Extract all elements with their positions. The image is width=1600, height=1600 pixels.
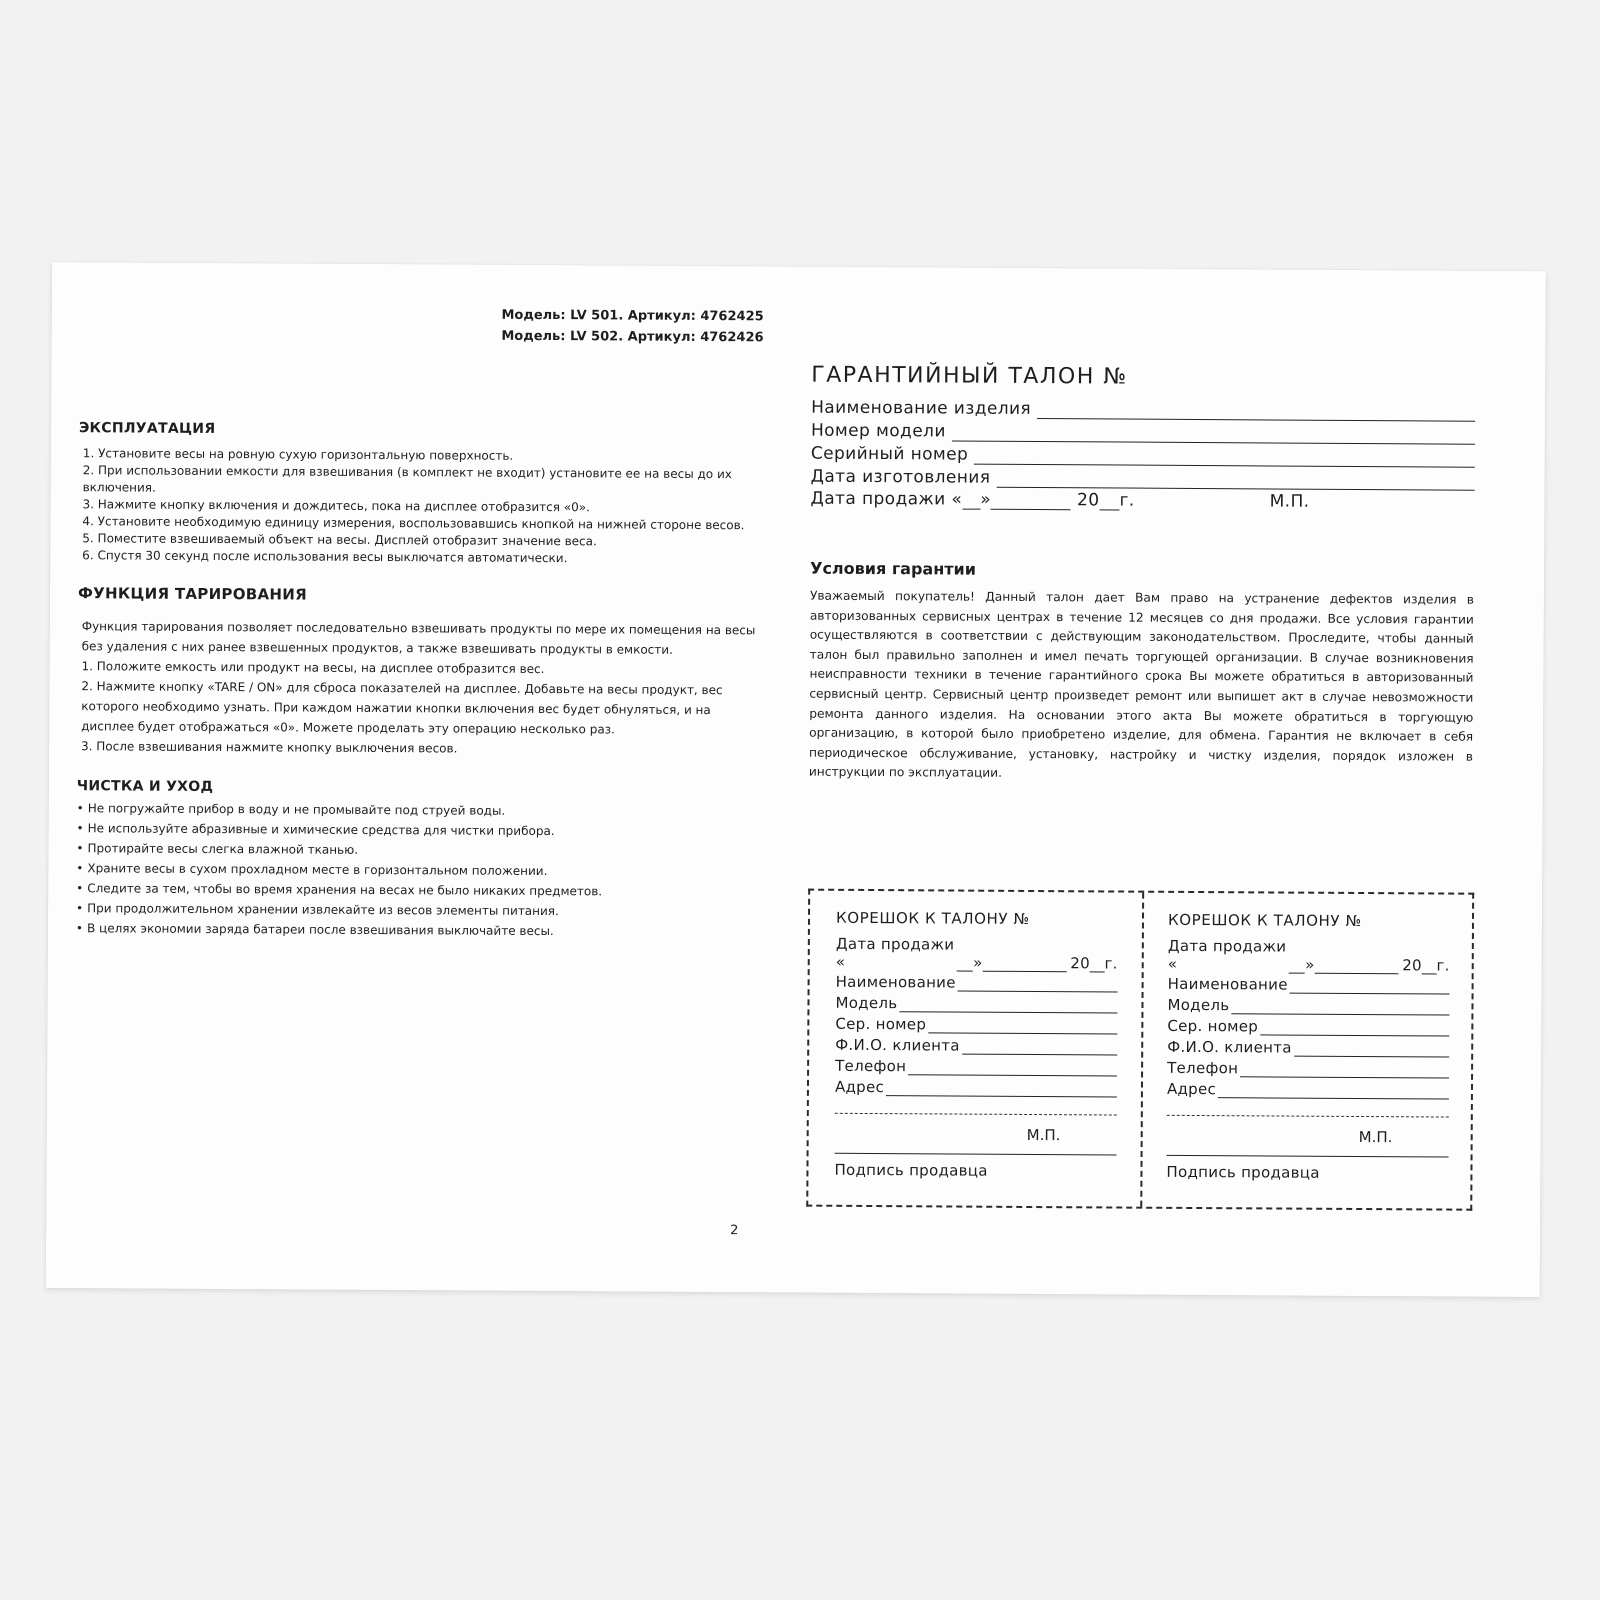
fill-line xyxy=(996,474,1474,491)
day-blank xyxy=(962,496,980,510)
signature-label: Подпись продавца xyxy=(1166,1162,1320,1182)
conditions-heading: Условия гарантии xyxy=(810,558,977,579)
operation-heading: ЭКСПЛУАТАЦИЯ xyxy=(78,420,216,438)
fill-line xyxy=(908,1063,1117,1076)
care-item: • Не используйте абразивные и химические средства для чистки прибора. xyxy=(76,818,756,842)
month-blank xyxy=(983,960,1067,973)
stub-year-suffix: г. xyxy=(1436,956,1450,975)
tare-line: которого необходимо узнать. При каждом нажатии кнопки включения вес будет обнуляться, и на xyxy=(81,699,711,718)
stub-year-suffix: г. xyxy=(1104,954,1118,973)
operation-line: 2. При использовании емкости для взвешивания (в комплект не входит) установите ее на весы до их xyxy=(82,463,732,482)
tare-line: 1. Положите емкость или продукт на весы, на дисплее отобразится вес. xyxy=(81,659,545,677)
stub-field-label: Сер. номер xyxy=(835,1014,927,1034)
fill-line xyxy=(1218,1086,1449,1099)
year-prefix: 20 xyxy=(1076,490,1100,511)
field-label: Наименование изделия xyxy=(811,397,1032,419)
operation-line: 4. Установите необходимую единицу измерения, воспользовавшись кнопкой на нижней стороне весов. xyxy=(82,514,745,533)
stub-field-label: Сер. номер xyxy=(1167,1016,1259,1036)
stub-sale-quote: » xyxy=(1305,955,1315,974)
tare-line: Функция тарирования позволяет последовательно взвешивать продукты по мере их помещения на весы xyxy=(81,619,756,638)
stub-sale-date xyxy=(1167,936,1450,975)
fill-line xyxy=(928,1021,1117,1034)
care-item: • Следите за тем, чтобы во время хранения на весах не было никаких предметов. xyxy=(76,878,756,902)
stub-title: КОРЕШОК К ТАЛОНУ № xyxy=(1167,910,1362,931)
stub-field xyxy=(1168,973,1450,995)
stub-sale-label: Дата продажи « xyxy=(1167,936,1287,973)
stamp-label: М.П. xyxy=(1269,491,1310,512)
conditions-text: Уважаемый покупатель! Данный талон дает Вам право на устранение дефектов изделия в авторизованных сервисных центрах в течение 12 месяцев со дня продажи. Все условия гарантии осуществляются в соответствии с действующим законодательством. Проследите, чтобы данный талон был правильно заполнен и имел печать торгующей организации. В случае возникновения неисправности техники в течение гарантийного срока Вы можете обратиться в авторизованный сервисный центр. Сервисный центр произведет ремонт или выпишет акт в случае невозможности ремонта данного изделия. На основании этого акта Вы можете обратиться в торгующую организацию, в которой было приобретено изделие, для обмена. Гарантия не включает в себя периодическое обслуживание, установку, настройку и чистку изделия, порядок изложен в инструкции по эксплуатации. xyxy=(808,588,1475,781)
stub-cutout-box xyxy=(806,889,1474,1211)
stub-field xyxy=(835,1076,1117,1098)
operation-line: включения. xyxy=(82,480,156,495)
operation-text xyxy=(82,445,763,568)
signature-label: Подпись продавца xyxy=(834,1160,988,1180)
year-blank xyxy=(1422,962,1437,974)
stub-field-label: Модель xyxy=(835,993,898,1013)
operation-line: 5. Поместите взвешиваемый объект на весы. Дисплей отобразит значение веса. xyxy=(82,531,597,549)
stub-year: 20 xyxy=(1402,956,1422,975)
operation-line: 6. Спустя 30 секунд после использования весы выключатся автоматически. xyxy=(82,548,568,566)
field-label: Номер модели xyxy=(810,420,946,442)
stub-field xyxy=(1167,1015,1449,1037)
booklet-sheet xyxy=(46,262,1546,1297)
stub-field-label: Адрес xyxy=(1166,1079,1217,1099)
left-page xyxy=(46,262,812,1293)
tare-heading: ФУНКЦИЯ ТАРИРОВАНИЯ xyxy=(77,584,308,604)
stub-stamp: М.П. xyxy=(1026,1125,1061,1145)
fill-line xyxy=(886,1084,1117,1097)
tare-line: 3. После взвешивания нажмите кнопку выключения весов. xyxy=(81,739,458,756)
stub-sale-label: Дата продажи « xyxy=(835,934,955,971)
sale-date-quote: » xyxy=(980,489,992,510)
stub-year: 20 xyxy=(1070,954,1090,973)
care-heading: ЧИСТКА И УХОД xyxy=(76,778,214,795)
model-info xyxy=(463,305,763,349)
signature-line xyxy=(1167,1155,1449,1158)
fill-line xyxy=(1294,1045,1449,1058)
stub-field xyxy=(835,1013,1117,1035)
stub-field-label: Наименование xyxy=(835,972,956,992)
stub-field xyxy=(835,992,1117,1014)
day-blank xyxy=(957,960,973,972)
month-blank xyxy=(991,496,1071,510)
stub-field-label: Телефон xyxy=(835,1056,907,1076)
year-suffix: г. xyxy=(1119,490,1135,511)
field-label: Серийный номер xyxy=(810,443,969,465)
care-item: • В целях экономии заряда батареи после взвешивания выключайте весы. xyxy=(76,918,756,942)
fill-line xyxy=(1290,982,1450,995)
model-line: Модель: LV 502. Артикул: 4762426 xyxy=(501,328,764,346)
stub-divider xyxy=(1140,893,1144,1207)
fill-line xyxy=(899,1000,1117,1013)
stub-title: КОРЕШОК К ТАЛОНУ № xyxy=(835,908,1030,928)
stub-field xyxy=(1167,1078,1449,1100)
year-blank xyxy=(1099,496,1119,510)
care-item: • Храните весы в сухом прохладном месте в горизонтальном положении. xyxy=(76,858,756,882)
stub-stamp: М.П. xyxy=(1358,1127,1393,1147)
stub-sale-quote: » xyxy=(973,953,983,972)
operation-line: 3. Нажмите кнопку включения и дождитесь, пока на дисплее отобразится «0». xyxy=(82,497,590,515)
sale-date-label: Дата продажи « xyxy=(810,488,963,510)
stub-field xyxy=(835,1034,1117,1056)
stub-field-label: Модель xyxy=(1167,995,1230,1015)
day-blank xyxy=(1289,962,1305,974)
tare-line: дисплее будет отображаться «0». Можете проделать эту операцию несколько раз. xyxy=(81,719,615,737)
cut-line xyxy=(1167,1115,1449,1118)
fill-line xyxy=(1240,1065,1449,1078)
model-line: Модель: LV 501. Артикул: 4762425 xyxy=(501,307,764,325)
field-label: Дата изготовления xyxy=(810,466,991,488)
stub-field-label: Ф.И.О. клиента xyxy=(835,1035,960,1055)
care-item: • Не погружайте прибор в воду и не промывайте под струей воды. xyxy=(77,798,757,822)
care-list xyxy=(76,798,757,942)
stub-field-label: Адрес xyxy=(834,1077,885,1097)
cut-line xyxy=(835,1113,1117,1116)
stub-field xyxy=(1167,994,1449,1016)
stub-field xyxy=(836,971,1118,993)
fill-line xyxy=(1260,1023,1449,1036)
stub-right xyxy=(1166,893,1468,1209)
manufacture-date-field xyxy=(811,464,1475,491)
tare-line: 2. Нажмите кнопку «TARE / ON» для сброса показателей на дисплее. Добавьте на весы продукт, вес xyxy=(81,679,723,698)
sale-date-field xyxy=(811,489,1475,513)
stub-field xyxy=(835,1055,1117,1077)
care-item: • При продолжительном хранении извлекайте из весов элементы питания. xyxy=(76,898,756,922)
year-blank xyxy=(1090,960,1105,972)
tare-text xyxy=(81,616,762,760)
operation-line: 1. Установите весы на ровную сухую горизонтальную поверхность. xyxy=(82,446,514,463)
warranty-title: ГАРАНТИЙНЫЙ ТАЛОН № xyxy=(811,362,1128,390)
care-item: • Протирайте весы слегка влажной тканью. xyxy=(76,838,756,862)
fill-line xyxy=(958,980,1118,993)
tare-line: без удаления с них ранее взвешенных продуктов, а также взвешивать продукты в емкости. xyxy=(81,639,673,657)
stub-left xyxy=(834,891,1136,1207)
stub-field xyxy=(1167,1057,1449,1079)
stub-field-label: Наименование xyxy=(1167,974,1288,994)
page-number: 2 xyxy=(730,1223,739,1239)
signature-line xyxy=(835,1153,1117,1156)
month-blank xyxy=(1315,962,1399,975)
fill-line xyxy=(1231,1002,1449,1015)
fill-line xyxy=(962,1043,1117,1056)
stub-field-label: Телефон xyxy=(1167,1058,1239,1078)
stub-field xyxy=(1167,1036,1449,1058)
stub-sale-date xyxy=(835,934,1118,973)
stub-field-label: Ф.И.О. клиента xyxy=(1167,1037,1292,1057)
